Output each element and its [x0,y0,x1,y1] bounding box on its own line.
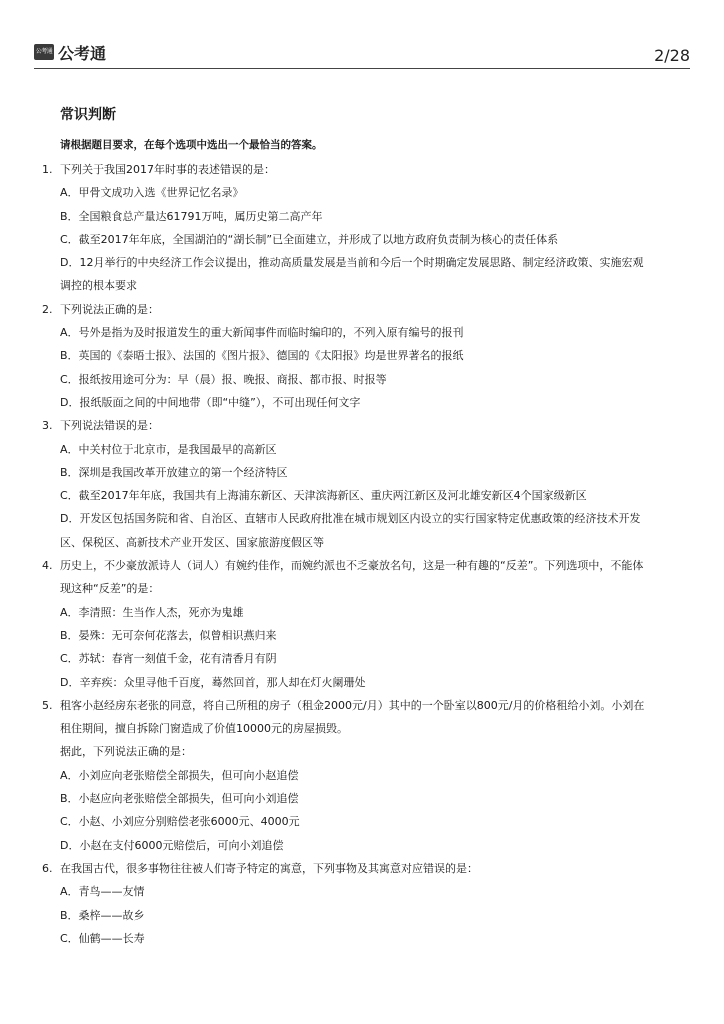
option-d: D．12月举行的中央经济工作会议提出，推动高质量发展是当前和今后一个时期确定发展思路、制定经济政策、实施宏观 [60,256,644,270]
question-1 [42,158,692,298]
question-stem: 在我国古代，很多事物往往被人们寄予特定的寓意，下列事物及其寓意对应错误的是： [60,861,478,875]
option-b: B．晏殊：无可奈何花落去，似曾相识燕归来 [60,628,277,642]
question-stem: 下列说法正确的是： [60,302,159,316]
document-body [42,98,692,950]
question-4 [42,554,692,694]
option-d: D．辛弃疾：众里寻他千百度，蓦然回首，那人却在灯火阑珊处 [60,675,366,689]
option-b: B．深圳是我国改革开放建立的第一个经济特区 [60,465,288,479]
question-number: 5. [42,698,53,712]
option-d: D．开发区包括国务院和省、自治区、直辖市人民政府批准在城市规划区内设立的实行国家特定优惠政策的经济技术开发 [60,512,641,526]
page-number: 2/28 [654,46,690,65]
page-header [34,38,690,69]
option-a: A．青鸟——友情 [60,885,145,899]
option-b: B．英国的《泰晤士报》、法国的《图片报》、德国的《太阳报》均是世界著名的报纸 [60,349,464,363]
question-stem-continued: 租住期间，擅自拆除门窗造成了价值10000元的房屋损毁。 [60,722,348,736]
option-a: A．甲骨文成功入选《世界记忆名录》 [60,186,244,200]
section-instruction: 请根据题目要求，在每个选项中选出一个最恰当的答案。 [60,139,323,151]
option-b: B．全国粮食总产量达61791万吨，属历史第二高产年 [60,209,323,223]
question-number: 3. [42,419,53,433]
section-title: 常识判断 [60,107,116,123]
question-number: 2. [42,302,53,316]
question-2 [42,298,692,414]
option-a: A．小刘应向老张赔偿全部损失，但可向小赵追偿 [60,768,299,782]
question-prompt: 据此，下列说法正确的是： [60,745,192,759]
option-d-continued: 调控的根本要求 [60,279,137,293]
option-c: C．小赵、小刘应分别赔偿老张6000元、4000元 [60,815,300,829]
option-c: C．仙鹤——长寿 [60,931,145,945]
option-d-continued: 区、保税区、高新技术产业开发区、国家旅游度假区等 [60,535,324,549]
question-number: 4. [42,559,53,573]
logo-text: 公考通 [58,44,107,63]
question-stem: 租客小赵经房东老张的同意，将自己所租的房子（租金2000元/月）其中的一个卧室以800元/月的价格租给小刘。小刘在 [60,698,645,712]
option-d: D．小赵在支付6000元赔偿后，可向小刘追偿 [60,838,284,852]
option-b: B．桑梓——故乡 [60,908,145,922]
question-number: 6. [42,861,53,875]
option-c: C．苏轼：春宵一刻值千金，花有清香月有阴 [60,652,277,666]
option-a: A．中关村位于北京市，是我国最早的高新区 [60,442,277,456]
question-stem: 下列说法错误的是： [60,419,159,433]
option-c: C．报纸按用途可分为：早（晨）报、晚报、商报、都市报、时报等 [60,372,387,386]
option-d: D．报纸版面之间的中间地带（即“中缝”），不可出现任何文字 [60,395,361,409]
option-b: B．小赵应向老张赔偿全部损失，但可向小刘追偿 [60,792,299,806]
question-number: 1. [42,163,53,176]
question-3 [42,414,692,554]
option-c: C．截至2017年年底，我国共有上海浦东新区、天津滨海新区、重庆两江新区及河北雄安新区4个国家级新区 [60,489,587,503]
question-stem-continued: 现这种“反差”的是： [60,582,160,596]
question-5 [42,694,692,857]
question-6 [42,857,692,950]
logo-icon: 公考通 [34,44,54,60]
question-stem: 下列关于我国2017年时事的表述错误的是： [60,163,275,176]
option-a: A．李清照：生当作人杰，死亦为鬼雄 [60,605,244,619]
question-stem: 历史上，不少豪放派诗人（词人）有婉约佳作，而婉约派也不乏豪放名句，这是一种有趣的“反差”。下列选项中，不能体 [60,559,644,573]
option-c: C．截至2017年年底，全国湖泊的“湖长制”已全面建立，并形成了以地方政府负责制为核心的责任体系 [60,232,559,246]
option-a: A．号外是指为及时报道发生的重大新闻事件而临时编印的，不列入原有编号的报刊 [60,326,464,340]
